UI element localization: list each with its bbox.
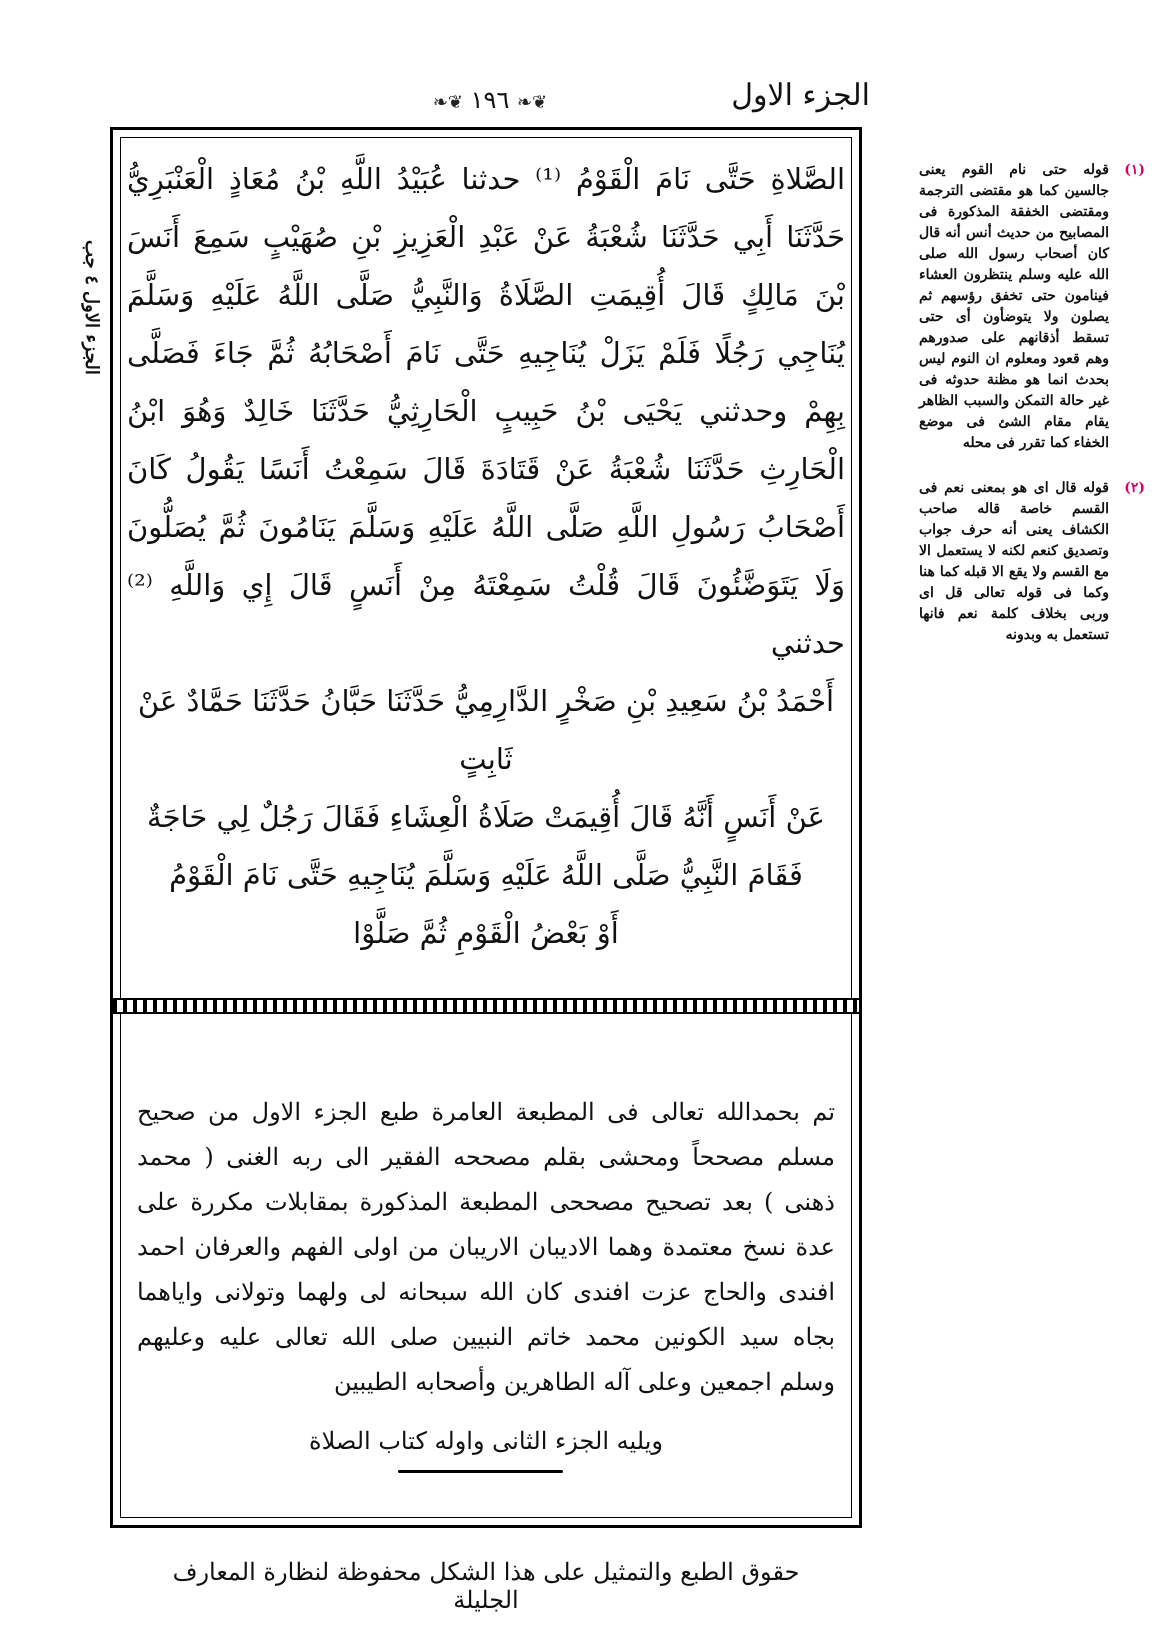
footnote: [875, 160, 1145, 454]
text-frame: [110, 127, 862, 1614]
page-number: ١٩٦: [470, 86, 510, 114]
footnote-text: قوله قال اى هو بمعنى نعم فى القسم خاصة قاله صاحب الكشاف يعنى أنه حرف جواب وتصديق كنعم لكنه لا يستعمل الا مع القسم ولا يقع الا قبله كما هنا وكما فى قوله تعالى قل اى وربى بخلاف كلمة نعم فانها تستعمل به وبدونه: [919, 480, 1109, 643]
marginal-notes: [875, 160, 1145, 780]
hadith-line: عَنْ أَنَسٍ أَنَّهُ قَالَ أُقِيمَتْ صَلَاةُ الْعِشَاءِ فَقَالَ رَجُلٌ لِي حَاجَةٌ: [147, 800, 825, 834]
signature-mark: الجزء الاول ٤ جب: [81, 240, 102, 375]
colophon-paragraph: تم بحمدالله تعالى فى المطبعة العامرة طبع الجزء الاول من صحيح مسلم مصححاً ومحشى بقلم مصححه الفقير الى ربه الغنى ( محمد ذهنى ) بعد تصحيح مصححى المطبعة المذكورة بمقابلات مكررة على عدة نسخ معتمدة وهما الاديبان الاريبان من اولى الفهم والعرفان احمد افندى والحاج عزت افندى كان الله سبحانه لى ولهما وتولانى واياهما بجاه سيد الكونين محمد خاتم النبيين صلى الله تعالى عليه وعليهم وسلم اجمعين وعلى آله الطاهرين وأصحابه الطيبين: [137, 1098, 835, 1396]
ornament-icon: ❦❧: [516, 92, 548, 113]
rights-notice: حقوق الطبع والتمثيل على هذا الشكل محفوظة لنظارة المعارف الجليلة: [172, 1558, 800, 1614]
running-head: الجزء الاول: [731, 78, 870, 113]
hadith-line: فَقَامَ النَّبِيُّ صَلَّى اللَّهُ عَلَيْهِ وَسَلَّمَ يُنَاجِيهِ حَتَّى نَامَ الْقَوْمُ: [169, 858, 803, 892]
ornament-icon: ❦❧: [432, 92, 464, 113]
ornamental-divider: [113, 998, 859, 1014]
hadith-line: أَحْمَدُ بْنُ سَعِيدِ بْنِ صَخْرٍ الدَّارِمِيُّ حَدَّثَنَا حَبَّانُ حَدَّثَنَا حَمَّادٌ عَنْ ثَابِتٍ: [137, 684, 835, 776]
footnote: [875, 478, 1145, 646]
footnote-text: قوله حتى نام القوم يعنى جالسين كما هو مقتضى الترجمة ومقتضى الخفقة المذكورة فى المصابيح من حديث أنس أنه قال كان أصحاب رسول الله صلى الله عليه وسلم ينتظرون العشاء فينامون حتى تخفق رؤسهم ثم يصلون ولا يتوضأون أى حتى تسقط أذقانهم على صدورهم وهم قعود ومعلوم ان النوم ليس بحدث انما هو مظنة حدوثه فى غير حالة التمكن والسبب الظاهر يقام مقام الشئ فى موضع الخفاء كما تقرر فى محله: [919, 162, 1109, 451]
hadith-text: [127, 150, 845, 960]
footnote-number: (١): [1124, 162, 1145, 178]
hadith-paragraph: الصَّلاةِ حَتَّى نَامَ الْقَوْمُ ⁽¹⁾ حدثنا عُبَيْدُ اللَّهِ بْنُ مُعَاذٍ الْعَنْبَرِيُّ حَدَّثَنَا أَبِي حَدَّثَنَا شُعْبَةُ عَنْ عَبْدِ الْعَزِيزِ بْنِ صُهَيْبٍ سَمِعَ أَنَسَ بْنَ مَالِكٍ قَالَ أُقِيمَتِ الصَّلَاةُ وَالنَّبِيُّ صَلَّى اللَّهُ عَلَيْهِ وَسَلَّمَ يُنَاجِي رَجُلًا فَلَمْ يَزَلْ يُنَاجِيهِ حَتَّى نَامَ أَصْحَابُهُ ثُمَّ جَاءَ فَصَلَّى بِهِمْ وحدثني يَحْيَى بْنُ حَبِيبٍ الْحَارِثِيُّ حَدَّثَنَا خَالِدٌ وَهُوَ ابْنُ الْحَارِثِ حَدَّثَنَا شُعْبَةُ عَنْ قَتَادَةَ قَالَ سَمِعْتُ أَنَسًا يَقُولُ كَانَ أَصْحَابُ رَسُولِ اللَّهِ صَلَّى اللَّهُ عَلَيْهِ وَسَلَّمَ يَنَامُونَ ثُمَّ يُصَلُّونَ وَلَا يَتَوَضَّئُونَ قَالَ قُلْتُ سَمِعْتَهُ مِنْ أَنَسٍ قَالَ إِي وَاللَّهِ ⁽²⁾ حدثني: [127, 162, 845, 660]
page-number-banner: [410, 86, 570, 120]
footnote-number: (٢): [1124, 480, 1145, 496]
closing-rule: [398, 1470, 563, 1473]
hadith-line: أَوْ بَعْضُ الْقَوْمِ ثُمَّ صَلَّوْا: [353, 916, 619, 950]
next-volume-note: ويليه الجزء الثانى واوله كتاب الصلاة: [309, 1427, 663, 1455]
colophon: [137, 1090, 835, 1455]
